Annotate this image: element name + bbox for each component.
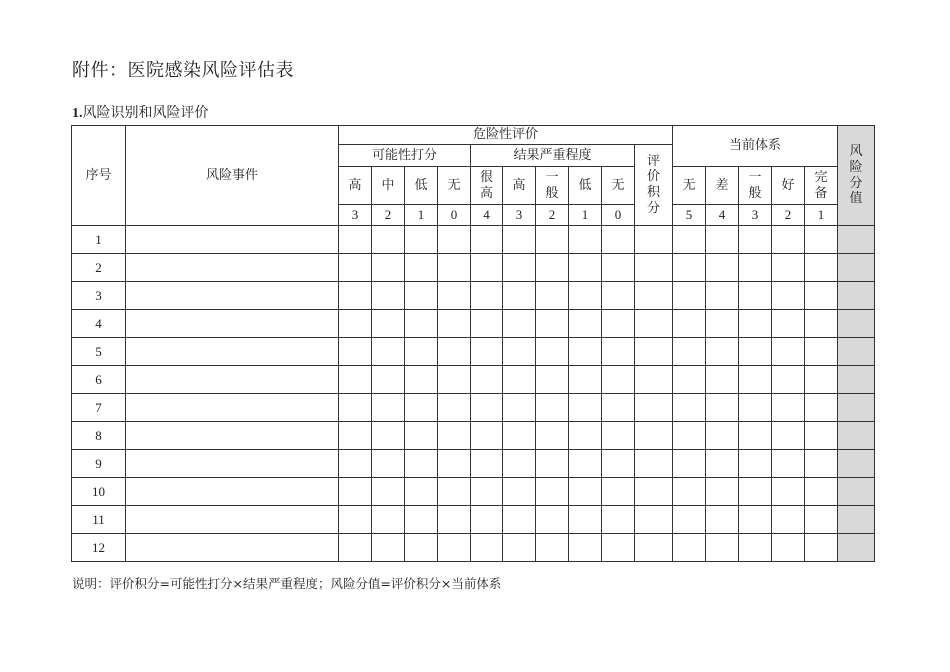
- severity-level-label: 高: [503, 167, 536, 205]
- risk-value-cell: [838, 394, 875, 422]
- likelihood-level-score: 1: [405, 205, 438, 226]
- score-cell: [706, 366, 739, 394]
- score-cell: [635, 478, 673, 506]
- risk-value-cell: [838, 450, 875, 478]
- score-cell: [772, 450, 805, 478]
- row-number: 3: [72, 282, 126, 310]
- score-cell: [602, 282, 635, 310]
- risk-event-cell: [126, 310, 339, 338]
- risk-value-cell: [838, 282, 875, 310]
- score-cell: [635, 534, 673, 562]
- score-cell: [602, 254, 635, 282]
- score-cell: [602, 366, 635, 394]
- score-cell: [503, 506, 536, 534]
- score-cell: [471, 506, 503, 534]
- likelihood-level-score: 2: [372, 205, 405, 226]
- score-cell: [405, 506, 438, 534]
- score-cell: [405, 394, 438, 422]
- score-cell: [503, 282, 536, 310]
- table-row: [72, 450, 875, 478]
- score-cell: [438, 366, 471, 394]
- score-cell: [805, 478, 838, 506]
- score-cell: [339, 310, 372, 338]
- system-level-label: 好: [772, 167, 805, 205]
- score-cell: [438, 282, 471, 310]
- score-cell: [635, 450, 673, 478]
- severity-level-label: 一 般: [536, 167, 569, 205]
- score-cell: [471, 310, 503, 338]
- score-cell: [438, 310, 471, 338]
- score-cell: [438, 478, 471, 506]
- system-level-label: 一 般: [739, 167, 772, 205]
- score-cell: [405, 450, 438, 478]
- score-cell: [503, 394, 536, 422]
- risk-value-cell: [838, 534, 875, 562]
- header-risk-value: 风 险 分 值: [838, 126, 875, 226]
- row-number: 9: [72, 450, 126, 478]
- score-cell: [706, 450, 739, 478]
- score-cell: [706, 506, 739, 534]
- score-cell: [372, 338, 405, 366]
- table-row: [72, 254, 875, 282]
- score-cell: [372, 366, 405, 394]
- score-cell: [706, 422, 739, 450]
- severity-level-score: 3: [503, 205, 536, 226]
- score-cell: [673, 506, 706, 534]
- score-cell: [471, 394, 503, 422]
- score-cell: [536, 282, 569, 310]
- risk-event-cell: [126, 450, 339, 478]
- risk-event-cell: [126, 226, 339, 254]
- risk-event-cell: [126, 478, 339, 506]
- likelihood-level-label: 低: [405, 167, 438, 205]
- score-cell: [569, 226, 602, 254]
- score-cell: [536, 310, 569, 338]
- severity-level-score: 2: [536, 205, 569, 226]
- score-cell: [635, 282, 673, 310]
- likelihood-level-score: 0: [438, 205, 471, 226]
- score-cell: [372, 450, 405, 478]
- risk-value-cell: [838, 366, 875, 394]
- score-cell: [805, 394, 838, 422]
- score-cell: [536, 478, 569, 506]
- score-cell: [569, 394, 602, 422]
- score-cell: [739, 506, 772, 534]
- score-cell: [739, 366, 772, 394]
- score-cell: [339, 338, 372, 366]
- score-cell: [673, 226, 706, 254]
- risk-assessment-table: [71, 125, 875, 562]
- likelihood-level-score: 3: [339, 205, 372, 226]
- table-row: [72, 394, 875, 422]
- likelihood-level-label: 高: [339, 167, 372, 205]
- score-cell: [503, 254, 536, 282]
- score-cell: [405, 478, 438, 506]
- header-seq: 序号: [72, 126, 126, 226]
- table-row: [72, 422, 875, 450]
- score-cell: [405, 422, 438, 450]
- header-likelihood: 可能性打分: [339, 145, 471, 167]
- header-risk-event: 风险事件: [126, 126, 339, 226]
- risk-value-cell: [838, 422, 875, 450]
- score-cell: [772, 310, 805, 338]
- score-cell: [673, 450, 706, 478]
- score-cell: [536, 450, 569, 478]
- score-cell: [569, 338, 602, 366]
- score-cell: [569, 282, 602, 310]
- score-cell: [471, 366, 503, 394]
- score-cell: [405, 338, 438, 366]
- score-cell: [706, 478, 739, 506]
- table-row: [72, 338, 875, 366]
- system-level-score: 2: [772, 205, 805, 226]
- score-cell: [438, 254, 471, 282]
- score-cell: [471, 422, 503, 450]
- risk-event-cell: [126, 422, 339, 450]
- row-number: 11: [72, 506, 126, 534]
- score-cell: [739, 254, 772, 282]
- score-cell: [805, 534, 838, 562]
- score-cell: [805, 254, 838, 282]
- score-cell: [372, 534, 405, 562]
- section-heading: [72, 102, 209, 122]
- severity-level-label: 低: [569, 167, 602, 205]
- score-cell: [471, 338, 503, 366]
- score-cell: [339, 450, 372, 478]
- score-cell: [372, 422, 405, 450]
- row-number: 7: [72, 394, 126, 422]
- score-cell: [372, 282, 405, 310]
- score-cell: [405, 310, 438, 338]
- score-cell: [471, 478, 503, 506]
- score-cell: [706, 394, 739, 422]
- score-cell: [372, 394, 405, 422]
- risk-value-cell: [838, 506, 875, 534]
- section-number: 1.: [72, 106, 83, 121]
- score-cell: [438, 338, 471, 366]
- score-cell: [438, 394, 471, 422]
- row-number: 4: [72, 310, 126, 338]
- score-cell: [739, 282, 772, 310]
- score-cell: [438, 422, 471, 450]
- score-cell: [569, 422, 602, 450]
- score-cell: [438, 226, 471, 254]
- score-cell: [635, 226, 673, 254]
- score-cell: [536, 422, 569, 450]
- row-number: 1: [72, 226, 126, 254]
- score-cell: [673, 338, 706, 366]
- score-cell: [438, 534, 471, 562]
- score-cell: [772, 422, 805, 450]
- score-cell: [339, 254, 372, 282]
- score-cell: [438, 450, 471, 478]
- row-number: 5: [72, 338, 126, 366]
- score-cell: [739, 226, 772, 254]
- system-level-label: 差: [706, 167, 739, 205]
- score-cell: [339, 282, 372, 310]
- score-cell: [503, 534, 536, 562]
- score-cell: [536, 506, 569, 534]
- score-cell: [569, 254, 602, 282]
- score-cell: [372, 506, 405, 534]
- table-row: [72, 534, 875, 562]
- score-cell: [635, 254, 673, 282]
- score-cell: [372, 254, 405, 282]
- score-cell: [339, 394, 372, 422]
- score-cell: [673, 310, 706, 338]
- score-cell: [673, 254, 706, 282]
- score-cell: [772, 254, 805, 282]
- score-cell: [805, 450, 838, 478]
- risk-event-cell: [126, 338, 339, 366]
- score-cell: [772, 338, 805, 366]
- score-cell: [372, 226, 405, 254]
- risk-event-cell: [126, 506, 339, 534]
- score-cell: [471, 226, 503, 254]
- score-cell: [503, 338, 536, 366]
- row-number: 6: [72, 366, 126, 394]
- score-cell: [673, 366, 706, 394]
- header-hazard-evaluation: 危险性评价: [339, 126, 673, 145]
- score-cell: [673, 478, 706, 506]
- row-number: 12: [72, 534, 126, 562]
- score-cell: [372, 310, 405, 338]
- risk-value-cell: [838, 338, 875, 366]
- score-cell: [739, 394, 772, 422]
- score-cell: [673, 282, 706, 310]
- system-level-score: 3: [739, 205, 772, 226]
- system-level-score: 5: [673, 205, 706, 226]
- score-cell: [772, 478, 805, 506]
- score-cell: [339, 226, 372, 254]
- score-cell: [706, 310, 739, 338]
- score-cell: [339, 506, 372, 534]
- footnote: 说明：评价积分=可能性打分×结果严重程度；风险分值=评价积分×当前体系: [72, 576, 502, 591]
- score-cell: [503, 366, 536, 394]
- score-cell: [706, 338, 739, 366]
- score-cell: [471, 282, 503, 310]
- table-row: [72, 310, 875, 338]
- score-cell: [772, 534, 805, 562]
- score-cell: [602, 506, 635, 534]
- score-cell: [805, 310, 838, 338]
- risk-value-cell: [838, 478, 875, 506]
- score-cell: [471, 254, 503, 282]
- score-cell: [602, 478, 635, 506]
- risk-event-cell: [126, 534, 339, 562]
- score-cell: [673, 394, 706, 422]
- score-cell: [706, 534, 739, 562]
- score-cell: [569, 450, 602, 478]
- table-row: [72, 366, 875, 394]
- score-cell: [536, 338, 569, 366]
- score-cell: [471, 534, 503, 562]
- score-cell: [602, 534, 635, 562]
- score-cell: [503, 450, 536, 478]
- score-cell: [635, 366, 673, 394]
- score-cell: [635, 394, 673, 422]
- score-cell: [706, 254, 739, 282]
- score-cell: [673, 534, 706, 562]
- score-cell: [405, 534, 438, 562]
- score-cell: [372, 478, 405, 506]
- table-row: [72, 506, 875, 534]
- system-level-score: 4: [706, 205, 739, 226]
- score-cell: [536, 254, 569, 282]
- score-cell: [536, 534, 569, 562]
- score-cell: [569, 506, 602, 534]
- score-cell: [635, 506, 673, 534]
- score-cell: [739, 478, 772, 506]
- section-label: 风险识别和风险评价: [82, 105, 209, 121]
- severity-level-label: 很 高: [471, 167, 503, 205]
- score-cell: [405, 366, 438, 394]
- score-cell: [339, 478, 372, 506]
- score-cell: [805, 422, 838, 450]
- row-number: 10: [72, 478, 126, 506]
- score-cell: [503, 226, 536, 254]
- score-cell: [503, 478, 536, 506]
- severity-level-score: 4: [471, 205, 503, 226]
- header-current-system: 当前体系: [673, 126, 838, 167]
- score-cell: [739, 310, 772, 338]
- score-cell: [706, 282, 739, 310]
- table-row: [72, 282, 875, 310]
- header-severity: 结果严重程度: [471, 145, 635, 167]
- score-cell: [339, 366, 372, 394]
- score-cell: [405, 226, 438, 254]
- score-cell: [805, 282, 838, 310]
- score-cell: [405, 282, 438, 310]
- likelihood-level-label: 无: [438, 167, 471, 205]
- risk-event-cell: [126, 282, 339, 310]
- risk-event-cell: [126, 394, 339, 422]
- score-cell: [405, 254, 438, 282]
- system-level-label: 完 备: [805, 167, 838, 205]
- score-cell: [805, 338, 838, 366]
- score-cell: [503, 422, 536, 450]
- score-cell: [635, 338, 673, 366]
- score-cell: [536, 226, 569, 254]
- score-cell: [471, 450, 503, 478]
- score-cell: [438, 506, 471, 534]
- score-cell: [569, 534, 602, 562]
- score-cell: [706, 226, 739, 254]
- risk-value-cell: [838, 226, 875, 254]
- score-cell: [772, 394, 805, 422]
- score-cell: [503, 310, 536, 338]
- score-cell: [635, 310, 673, 338]
- severity-level-label: 无: [602, 167, 635, 205]
- risk-event-cell: [126, 366, 339, 394]
- row-number: 8: [72, 422, 126, 450]
- score-cell: [772, 226, 805, 254]
- score-cell: [635, 422, 673, 450]
- header-eval-score: 评 价 积 分: [635, 145, 673, 226]
- score-cell: [772, 366, 805, 394]
- score-cell: [569, 310, 602, 338]
- score-cell: [602, 450, 635, 478]
- score-cell: [602, 338, 635, 366]
- likelihood-level-label: 中: [372, 167, 405, 205]
- score-cell: [739, 338, 772, 366]
- table-row: [72, 478, 875, 506]
- risk-value-cell: [838, 254, 875, 282]
- score-cell: [739, 534, 772, 562]
- score-cell: [339, 534, 372, 562]
- score-cell: [739, 450, 772, 478]
- score-cell: [536, 394, 569, 422]
- score-cell: [673, 422, 706, 450]
- score-cell: [602, 310, 635, 338]
- system-level-label: 无: [673, 167, 706, 205]
- score-cell: [805, 506, 838, 534]
- severity-level-score: 0: [602, 205, 635, 226]
- score-cell: [772, 282, 805, 310]
- score-cell: [569, 366, 602, 394]
- system-level-score: 1: [805, 205, 838, 226]
- risk-event-cell: [126, 254, 339, 282]
- severity-level-score: 1: [569, 205, 602, 226]
- score-cell: [536, 366, 569, 394]
- score-cell: [739, 422, 772, 450]
- score-cell: [602, 422, 635, 450]
- score-cell: [339, 422, 372, 450]
- score-cell: [569, 478, 602, 506]
- score-cell: [602, 394, 635, 422]
- score-cell: [602, 226, 635, 254]
- page-title: 附件：医院感染风险评估表: [72, 60, 294, 81]
- risk-value-cell: [838, 310, 875, 338]
- score-cell: [772, 506, 805, 534]
- score-cell: [805, 226, 838, 254]
- row-number: 2: [72, 254, 126, 282]
- table-row: [72, 226, 875, 254]
- score-cell: [805, 366, 838, 394]
